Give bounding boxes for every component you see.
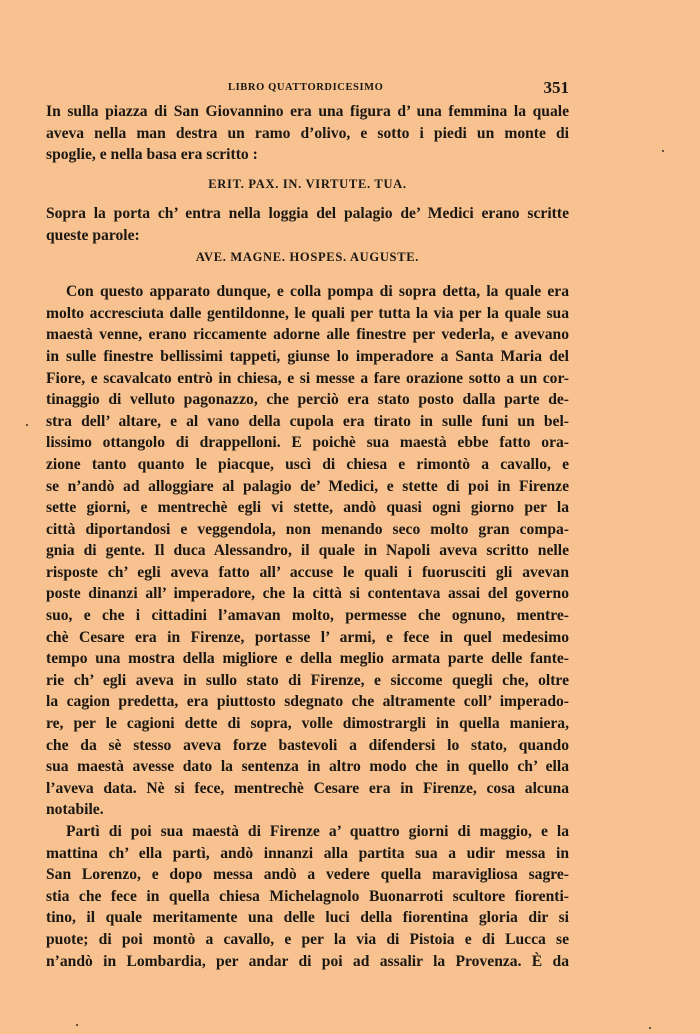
text-line: suo, e che i cittadini l’amavan molto, permesse che ognuno, mentre-: [46, 607, 569, 625]
text-line: rie ch’ egli aveva in sullo stato di Firenze, e siccome quegli che, oltre: [46, 671, 569, 689]
text-line: tinaggio di velluto pagonazzo, che perciò era stato posto dalla parte de-: [46, 391, 569, 409]
running-head: [46, 80, 569, 100]
text-line: zione tanto quanto le piacque, uscì di chiesa e rimontò a cavallo, e: [46, 455, 569, 473]
inscription-ave: AVE. MAGNE. HOSPES. AUGUSTE.: [195, 249, 420, 264]
paragraph-emperor-entry: [46, 281, 569, 821]
text-line: n’andò in Lombardia, per andar di poi ad assalir la Provenza. È da: [46, 952, 569, 970]
running-title: LIBRO QUATTORDICESIMO: [228, 82, 384, 93]
text-line: aveva nella man destra un ramo d’olivo, e sotto i piedi un monte di: [46, 124, 569, 142]
paper-speck: [649, 1027, 651, 1029]
text-line: sette giorni, e mentrechè egli vi stette, andò quasi ogni giorno per la: [46, 499, 569, 517]
text-line: spoglie, e nella basa era scritto :: [46, 146, 258, 164]
paper-speck: [662, 150, 664, 152]
text-line: tempo una mostra della migliore e della meglio armata parte delle fante-: [46, 650, 569, 668]
text-line: queste parole:: [46, 226, 140, 244]
text-line: che da sè stesso aveva forze bastevoli a difendersi lo stato, quando: [46, 736, 569, 754]
text-line: la cagion predetta, era piuttosto sdegnato che altramente coll’ imperado-: [46, 693, 569, 711]
text-line: città diportandosi e veggendola, non menando seco molto gran compa-: [46, 520, 569, 538]
paragraph-figure-description: [46, 101, 569, 166]
text-line: San Lorenzo, e dopo messa andò a vedere quella maravigliosa sagre-: [46, 866, 569, 884]
text-line: lissimo ottangolo di drappelloni. E poichè sua maestà ebbe fatto ora-: [46, 434, 569, 452]
body-text: [46, 101, 569, 972]
text-line: Partì di poi sua maestà di Firenze a’ quattro giorni di maggio, e la: [66, 823, 569, 840]
text-line: chè Cesare era in Firenze, portasse l’ armi, e fece in quel medesimo: [46, 628, 569, 646]
text-line: gnia di gente. Il duca Alessandro, il quale in Napoli aveva scritto nelle: [46, 542, 569, 560]
text-line: stra dell’ altare, e al vano della cupola era tirato in sulle funi un bel-: [46, 412, 569, 430]
paper-speck: [26, 424, 28, 426]
text-line: notabile.: [46, 801, 104, 819]
text-line: l’aveva data. Nè si fece, mentrechè Cesare era in Firenze, cosa alcuna: [46, 779, 569, 797]
text-line: Sopra la porta ch’ entra nella loggia del palagio de’ Medici erano scritte: [46, 205, 569, 223]
text-line: poste dinanzi all’ imperadore, che la città si contentava assai del governo: [46, 585, 569, 603]
text-line: puote; di poi montò a cavallo, e per la via di Pistoia e di Lucca se: [46, 930, 569, 948]
text-line: in sulle finestre bellissimi tappeti, giunse lo imperadore a Santa Maria del: [46, 347, 569, 365]
paper-speck: [76, 1024, 78, 1026]
page-number: 351: [543, 78, 569, 97]
text-line: maestà venne, erano riccamente adorne alle finestre per vederla, e avevano: [46, 326, 569, 344]
paragraph-loggia: [46, 203, 569, 246]
text-line: stia che fece in quella chiesa Michelagnolo Buonarroti scultore fiorenti-: [46, 887, 569, 905]
text-line: Fiore, e scavalcato entrò in chiesa, e si messe a fare orazione sotto a un cor-: [46, 369, 569, 387]
text-line: re, per le cagioni dette di sopra, volle dimostrargli in quella maniera,: [46, 715, 569, 733]
inscription-pax: ERIT. PAX. IN. VIRTUTE. TUA.: [208, 176, 407, 191]
text-line: molto accresciuta dalle gentildonne, le quali per tutta la via per la quale sua: [46, 304, 569, 322]
text-line: risposte ch’ egli aveva fatto all’ accuse le quali i fuorusciti gli avevan: [46, 563, 569, 581]
text-line: tino, il quale meritamente una delle luci della fiorentina gloria dir si: [46, 909, 569, 927]
text-line: mattina ch’ ella partì, andò innanzi alla partita sua a udir messa in: [46, 844, 569, 862]
text-line: sua maestà avesse dato la sentenza in altro modo che in quello ch’ ella: [46, 758, 569, 776]
paragraph-departure: [46, 821, 569, 972]
text-line: se n’andò ad alloggiare al palagio de’ Medici, e stette di poi in Firenze: [46, 477, 569, 495]
text-line: Con questo apparato dunque, e colla pompa di sopra detta, la quale era: [66, 283, 569, 301]
text-line: In sulla piazza di San Giovannino era una figura d’ una femmina la quale: [46, 103, 569, 120]
